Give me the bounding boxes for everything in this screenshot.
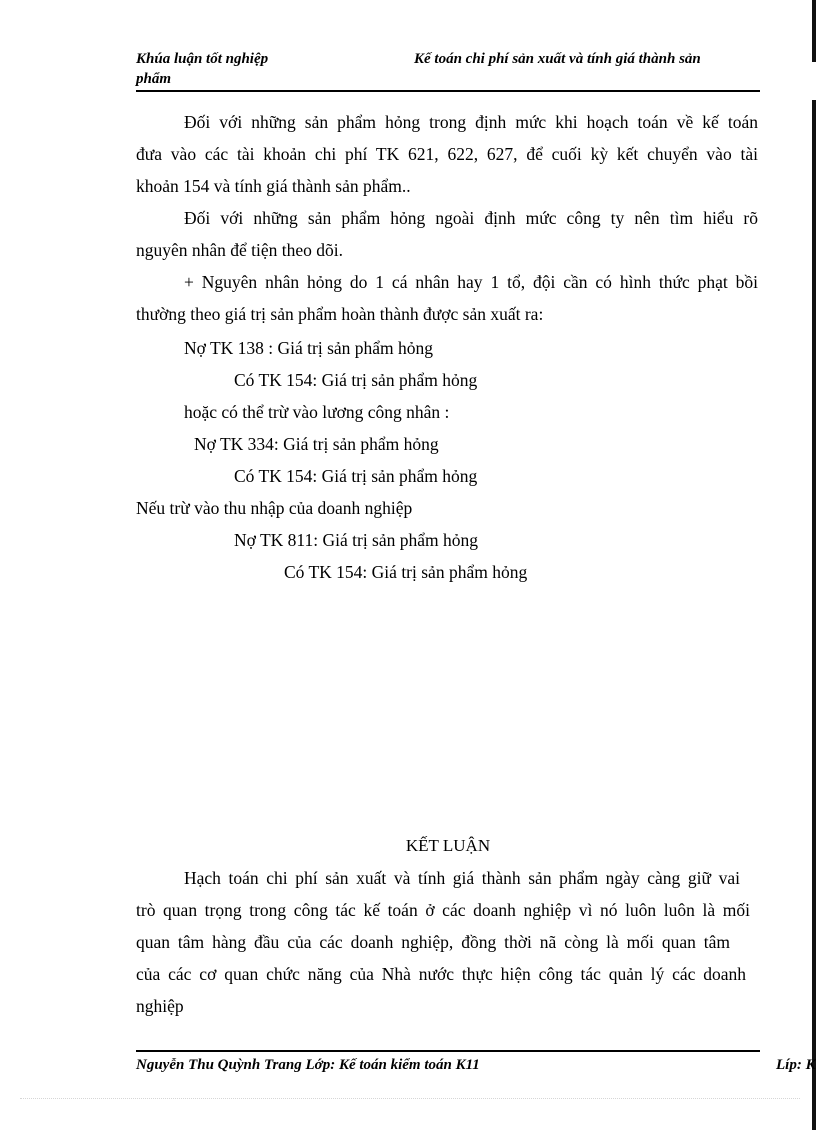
body-line: đưa vào các tài khoản chi phí TK 621, 622, 627, để cuối kỳ kết chuyển vào tài (136, 144, 758, 164)
entry-line: Có TK 154: Giá trị sản phẩm hỏng (234, 466, 478, 486)
body-line: khoản 154 và tính giá thành sản phẩm.. (136, 176, 411, 196)
body-line: thường theo giá trị sản phẩm hoàn thành được sản xuất ra: (136, 304, 544, 324)
page-edge-bar (812, 100, 816, 1130)
entry-line: Nợ TK 334: Giá trị sản phẩm hỏng (194, 434, 439, 454)
body-line: nguyên nhân để tiện theo dõi. (136, 240, 344, 260)
conclusion-line: nghiệp (136, 996, 184, 1016)
conclusion-line: Hạch toán chi phí sản xuất và tính giá thành sản phẩm ngày càng giữ vai (184, 868, 740, 888)
footer-rule (136, 1050, 760, 1052)
entry-line: Có TK 154: Giá trị sản phẩm hỏng (234, 370, 478, 390)
header-left: Khúa luận tốt nghiệp (136, 51, 269, 67)
entry-line: Nợ TK 811: Giá trị sản phẩm hỏng (234, 530, 479, 550)
conclusion-title: KẾT LUẬN (405, 836, 491, 855)
entry-line: Nợ TK 138 : Giá trị sản phẩm hỏng (184, 338, 434, 358)
body-line: Đối với những sản phẩm hỏng trong định mức khi hoạch toán về kế toán (184, 112, 758, 132)
conclusion-line: quan tâm hàng đầu của các doanh nghiệp, đồng thời nã còng là mối quan tâm (136, 932, 730, 952)
header-wrap: phẩm (136, 71, 172, 87)
conclusion-line: của các cơ quan chức năng của Nhà nước thực hiện công tác quản lý các doanh (136, 964, 746, 984)
footer-right: Líp: K (776, 1057, 816, 1073)
body-line: Đối với những sản phẩm hỏng ngoài định mức công ty nên tìm hiểu rõ (184, 208, 758, 228)
page-bottom-dotted-line (20, 1098, 800, 1099)
entry-line: Có TK 154: Giá trị sản phẩm hỏng (284, 562, 528, 582)
entry-line: hoặc có thể trừ vào lương công nhân : (184, 402, 450, 422)
footer-left: Nguyễn Thu Quỳnh Trang Lớp: Kế toán kiểm toán K11 (136, 1057, 480, 1073)
header-rule (136, 90, 760, 92)
header-right: Kế toán chi phí sản xuất và tính giá thành sản (414, 51, 701, 67)
entry-line: Nếu trừ vào thu nhập của doanh nghiệp (136, 498, 413, 518)
page-edge-bar (812, 0, 816, 62)
body-line: + Nguyên nhân hỏng do 1 cá nhân hay 1 tổ, đội cần có hình thức phạt bồi (184, 272, 758, 292)
conclusion-line: trò quan trọng trong công tác kế toán ở các doanh nghiệp vì nó luôn luôn là mối (136, 900, 750, 920)
